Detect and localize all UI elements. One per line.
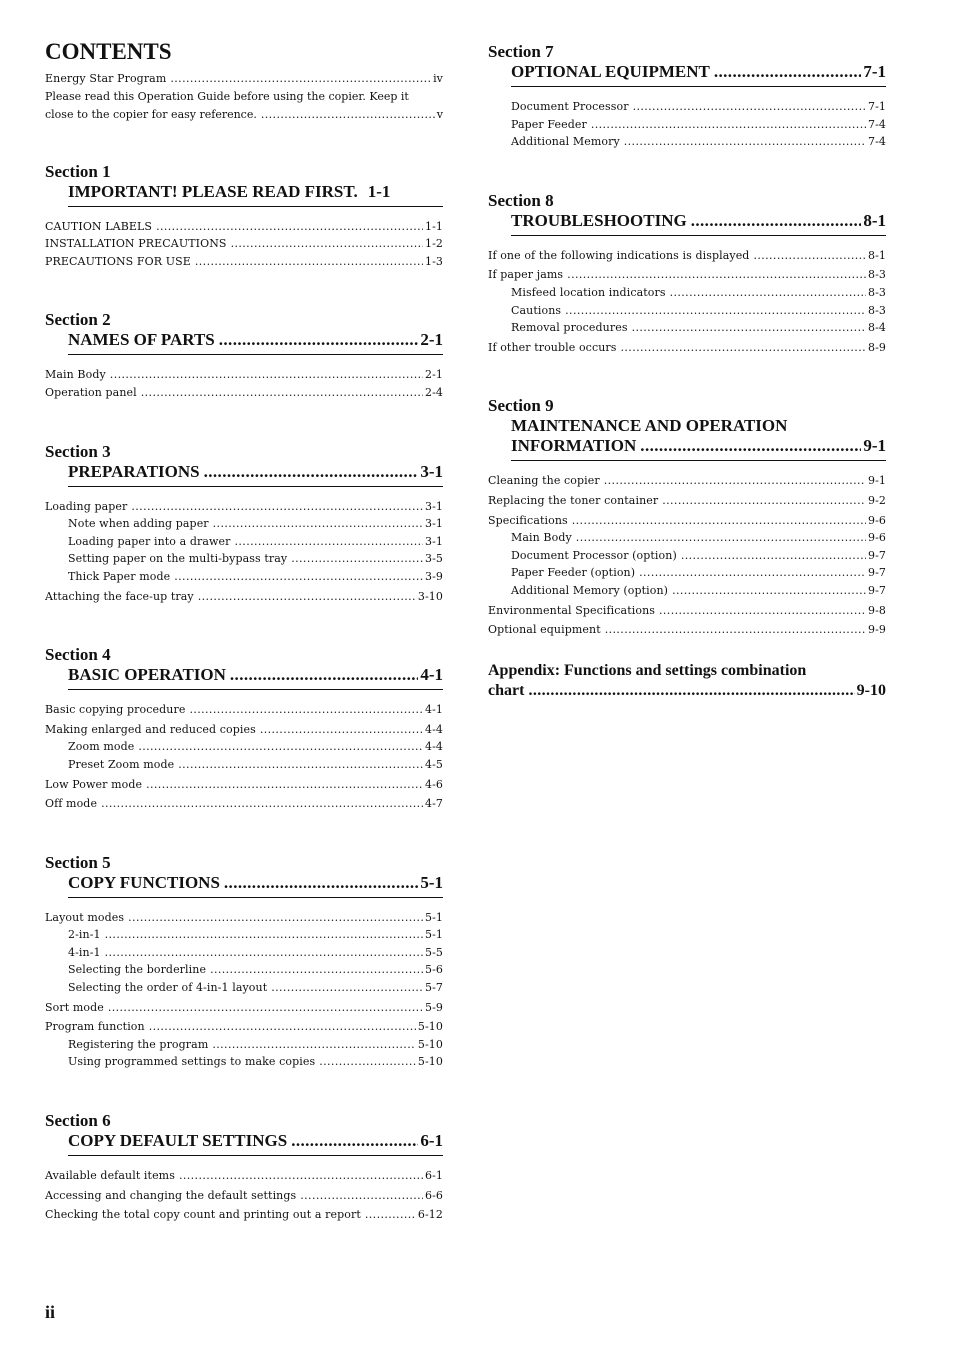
entry-title: Attaching the face-up tray (45, 589, 194, 603)
dot-leader (235, 533, 423, 551)
entry-title: INFORMATION (511, 436, 637, 456)
toc-subentry[interactable] (488, 547, 886, 565)
section-2 (45, 310, 443, 401)
entry-page-number: 9-6 (867, 531, 886, 545)
entry-page-number: 9-6 (867, 513, 886, 527)
dot-leader (271, 979, 423, 997)
toc-entry[interactable] (488, 602, 886, 620)
dot-leader (212, 1036, 416, 1054)
toc-entry[interactable] (45, 253, 443, 271)
dot-leader (210, 961, 423, 979)
entry-title: If one of the following indications is displayed (488, 248, 750, 262)
toc-entry[interactable] (45, 498, 443, 516)
toc-entry-energy-star[interactable] (45, 70, 443, 88)
entry-title: Additional Memory (511, 135, 620, 149)
dot-leader (565, 302, 866, 320)
entry-title: Optional equipment (488, 623, 601, 637)
entry-page-number: 4-6 (424, 777, 443, 791)
toc-subentry[interactable] (488, 564, 886, 582)
toc-subentry[interactable] (488, 98, 886, 116)
entry-title: If paper jams (488, 268, 564, 282)
dot-leader (174, 568, 423, 586)
section-label: Section 4 (45, 645, 111, 665)
entry-page-number: 9-10 (856, 681, 886, 699)
dot-leader (591, 116, 866, 134)
section-heading[interactable] (68, 873, 443, 898)
entry-title: Registering the program (68, 1037, 209, 1051)
entry-page-number: 9-2 (867, 493, 886, 507)
entry-page-number: 6-1 (424, 1169, 443, 1183)
entry-title: Accessing and changing the default settings (45, 1188, 297, 1202)
entry-page-number: iv (433, 72, 443, 85)
section-heading[interactable]: MAINTENANCE AND OPERATION INFORMATION ..... 9-1 (511, 416, 886, 461)
entry-page-number: 2-4 (424, 385, 443, 399)
entry-title: OPTIONAL EQUIPMENT (511, 62, 710, 81)
section-heading[interactable] (68, 1131, 443, 1156)
toc-subentry[interactable] (488, 529, 886, 547)
dot-leader (198, 588, 416, 606)
toc-subentry[interactable] (488, 302, 886, 320)
entry-title: Setting paper on the multi-bypass tray (68, 552, 288, 566)
entry-page-number: 4-4 (424, 740, 443, 754)
toc-entry[interactable] (488, 621, 886, 639)
entry-page-number: 5-1 (424, 910, 443, 924)
toc-entry[interactable] (45, 776, 443, 794)
toc-entry[interactable] (45, 218, 443, 236)
toc-right-column (488, 42, 886, 701)
dot-leader (572, 512, 866, 530)
dot-leader (195, 253, 423, 271)
dot-leader (110, 366, 423, 384)
dot-leader (219, 330, 419, 350)
dot-leader (141, 384, 423, 402)
toc-entry[interactable] (45, 909, 443, 927)
entry-page-number: 3-1 (424, 534, 443, 548)
section-heading[interactable] (68, 665, 443, 690)
dot-leader (672, 582, 866, 600)
entry-title: 4-in-1 (68, 945, 101, 959)
entry-title: 1-1 (367, 181, 391, 201)
section-9 (488, 396, 886, 638)
toc-subentry[interactable] (488, 116, 886, 134)
dot-leader (204, 462, 419, 482)
entry-page-number: 8-1 (863, 210, 886, 230)
entry-page-number: 6-12 (417, 1208, 443, 1222)
entry-page-number: 5-10 (417, 1020, 443, 1034)
dot-leader (528, 681, 854, 701)
entry-title: INSTALLATION PRECAUTIONS (45, 237, 227, 251)
entry-title: If other trouble occurs (488, 340, 617, 354)
dot-leader (691, 211, 862, 231)
dot-leader (156, 218, 423, 236)
entry-page-number: 6-6 (424, 1188, 443, 1202)
section-3 (45, 442, 443, 606)
dot-leader (128, 909, 423, 927)
toc-entry[interactable] (45, 701, 443, 719)
entry-page-number: 4-1 (420, 665, 443, 685)
dot-leader (319, 1053, 416, 1071)
dot-leader (604, 472, 866, 490)
entry-title: Loading paper into a drawer (68, 534, 231, 548)
entry-page-number: 3-1 (424, 517, 443, 531)
dot-leader (108, 999, 423, 1017)
entry-page-number: 1-2 (424, 237, 443, 251)
toc-entry[interactable] (45, 795, 443, 813)
dot-leader (170, 70, 431, 88)
dot-leader (714, 62, 861, 82)
section-label: Section 9 (488, 396, 554, 416)
entry-page-number: 3-9 (424, 569, 443, 583)
entry-title: Selecting the order of 4-in-1 layout (68, 981, 268, 995)
entry-page-number: 8-3 (867, 285, 886, 299)
toc-subentry[interactable] (45, 533, 443, 551)
section-6 (45, 1111, 443, 1224)
entry-page-number: 9-8 (867, 603, 886, 617)
dot-leader (105, 926, 423, 944)
toc-subentry[interactable] (45, 961, 443, 979)
section-8 (488, 191, 886, 357)
entry-title: Program function (45, 1020, 145, 1034)
entry-page-number: 9-1 (863, 436, 886, 456)
entry-page-number: 5-9 (424, 1000, 443, 1014)
dot-leader (753, 247, 866, 265)
entry-page-number: 5-1 (424, 928, 443, 942)
entry-page-number: 9-7 (867, 583, 886, 597)
toc-entry[interactable] (488, 492, 886, 510)
entry-title: Replacing the toner container (488, 493, 659, 507)
toc-entry[interactable] (488, 512, 886, 530)
entry-title: Environmental Specifications (488, 603, 655, 617)
entry-title: Basic copying procedure (45, 703, 186, 717)
toc-entry[interactable] (45, 1167, 443, 1185)
entry-page-number: 7-4 (867, 117, 886, 131)
entry-page-number: 9-7 (867, 566, 886, 580)
section-label: Section 8 (488, 190, 554, 210)
toc-entry[interactable] (45, 999, 443, 1017)
entry-page-number: 9-1 (867, 474, 886, 488)
entry-title: 2-in-1 (68, 928, 101, 942)
appendix-entry[interactable]: Appendix: Functions and settings combination chart ..... 9-10 (488, 661, 886, 701)
entry-page-number: 4-1 (424, 703, 443, 717)
dot-leader (101, 795, 423, 813)
entry-title: Using programmed settings to make copies (68, 1055, 316, 1069)
entry-page-number: 6-1 (420, 1131, 443, 1151)
dot-leader (659, 602, 866, 620)
entry-title: Cautions (511, 303, 562, 317)
entry-page-number: 8-4 (867, 321, 886, 335)
entry-title: PREPARATIONS (68, 461, 200, 481)
dot-leader (189, 701, 423, 719)
toc-subentry[interactable] (45, 738, 443, 756)
entry-page-number: 5-10 (417, 1037, 443, 1051)
dot-leader (633, 98, 866, 116)
section-label: Section 2 (45, 310, 111, 330)
entry-title: Paper Feeder (option) (511, 566, 636, 580)
dot-leader (605, 621, 866, 639)
dot-leader (149, 1018, 416, 1036)
entry-page-number: 1-3 (424, 254, 443, 268)
entry-title: Document Processor (option) (511, 548, 677, 562)
intro-entries (45, 70, 443, 124)
entry-title: Main Body (511, 531, 572, 545)
toc-subentry[interactable] (45, 568, 443, 586)
entry-page-number: 3-5 (424, 552, 443, 566)
dot-leader (230, 665, 418, 685)
entry-title: Preset Zoom mode (68, 757, 175, 771)
entry-page-number: 4-7 (424, 797, 443, 811)
entry-page-number: 5-6 (424, 963, 443, 977)
entry-page-number: 2-1 (420, 330, 443, 350)
toc-subentry[interactable] (45, 515, 443, 533)
entry-title: Paper Feeder (511, 117, 587, 131)
entry-title: NAMES OF PARTS (68, 330, 215, 350)
entry-page-number: 5-1 (420, 872, 443, 892)
entry-title: Checking the total copy count and printing out a report (45, 1208, 361, 1222)
entry-page-number: 1-1 (424, 219, 443, 233)
entry-page-number: 3-1 (420, 461, 443, 481)
dot-leader (300, 1187, 423, 1205)
entry-page-number: 9-7 (867, 548, 886, 562)
entry-page-number: 3-1 (424, 499, 443, 513)
section-7 (488, 42, 886, 151)
dot-leader (640, 436, 861, 456)
toc-subentry[interactable] (45, 979, 443, 997)
section-label: Section 3 (45, 441, 111, 461)
section-label: Section 5 (45, 852, 111, 872)
entry-title: BASIC OPERATION (68, 665, 226, 685)
dot-leader (639, 564, 866, 582)
section-heading[interactable] (68, 330, 443, 355)
entry-title: Available default items (45, 1169, 175, 1183)
dot-leader (146, 776, 423, 794)
dot-leader (291, 1131, 418, 1151)
section-heading[interactable] (68, 182, 443, 207)
entry-title: TROUBLESHOOTING (511, 210, 687, 230)
page-title: CONTENTS (45, 39, 172, 64)
dot-leader (681, 547, 866, 565)
entry-page-number: 9-9 (867, 623, 886, 637)
toc-entry[interactable] (45, 1018, 443, 1036)
dot-leader (213, 515, 423, 533)
entry-title: Misfeed location indicators (511, 285, 666, 299)
dot-leader (632, 319, 866, 337)
entry-title: IMPORTANT! PLEASE READ FIRST. (68, 181, 358, 201)
entry-page-number: 8-1 (867, 248, 886, 262)
dot-leader (179, 1167, 423, 1185)
entry-title: Loading paper (45, 499, 128, 513)
toc-subentry[interactable] (45, 1053, 443, 1071)
section-heading[interactable] (68, 462, 443, 487)
toc-entry[interactable] (45, 721, 443, 739)
entry-title: Cleaning the copier (488, 474, 600, 488)
section-4 (45, 645, 443, 813)
page-number: ii (45, 1302, 56, 1322)
toc-entry[interactable] (45, 1206, 443, 1224)
section-label: Section 6 (45, 1111, 111, 1131)
entry-title: PRECAUTIONS FOR USE (45, 254, 191, 268)
entry-title: Selecting the borderline (68, 963, 207, 977)
entry-title: Making enlarged and reduced copies (45, 722, 256, 736)
toc-subentry[interactable] (488, 284, 886, 302)
entry-title: Thick Paper mode (68, 569, 171, 583)
dot-leader (231, 235, 423, 253)
section-heading[interactable] (511, 211, 886, 236)
toc-entry[interactable] (488, 247, 886, 265)
toc-subentry[interactable] (45, 550, 443, 568)
entry-title: Main Body (45, 368, 106, 382)
section-5 (45, 853, 443, 1071)
entry-page-number: 8-9 (867, 340, 886, 354)
dot-leader (178, 756, 423, 774)
toc-subentry[interactable] (45, 926, 443, 944)
dot-leader (621, 339, 866, 357)
entry-page-number: 5-5 (424, 945, 443, 959)
entry-page-number: 8-3 (867, 268, 886, 282)
entry-title: Document Processor (511, 100, 629, 113)
entry-title: Layout modes (45, 910, 125, 924)
section-heading[interactable] (511, 62, 886, 87)
dot-leader (624, 133, 866, 151)
dot-leader (662, 492, 866, 510)
toc-subentry[interactable] (488, 582, 886, 600)
entry-page-number: 7-1 (867, 100, 886, 113)
section-1 (45, 162, 443, 271)
entry-page-number: 5-7 (424, 981, 443, 995)
entry-page-number: 4-4 (424, 722, 443, 736)
dot-leader (260, 721, 423, 739)
toc-left-column (45, 38, 443, 1264)
toc-entry[interactable] (488, 472, 886, 490)
section-label: Section 1 (45, 161, 111, 181)
toc-entry[interactable] (45, 235, 443, 253)
dot-leader (365, 1206, 416, 1224)
toc-subentry[interactable] (45, 944, 443, 962)
toc-subentry[interactable] (488, 133, 886, 151)
entry-title: Sort mode (45, 1000, 104, 1014)
toc-entry[interactable] (45, 384, 443, 402)
entry-title: chart (488, 681, 525, 699)
dot-leader (291, 550, 423, 568)
entry-title: Additional Memory (option) (511, 583, 669, 597)
dot-leader (131, 498, 423, 516)
toc-entry[interactable] (45, 588, 443, 606)
dot-leader (670, 284, 866, 302)
dot-leader (567, 266, 866, 284)
entry-title: Note when adding paper (68, 517, 209, 531)
toc-subentry[interactable] (45, 756, 443, 774)
dot-leader (138, 738, 423, 756)
toc-entry[interactable] (488, 266, 886, 284)
entry-page-number: 8-3 (867, 303, 886, 317)
dot-leader (105, 944, 423, 962)
toc-subentry[interactable] (45, 1036, 443, 1054)
dot-leader (224, 873, 418, 893)
entry-title: COPY DEFAULT SETTINGS (68, 1131, 288, 1151)
toc-entry-read-guide[interactable]: Please read this Operation Guide before using the copier. Keep it close to the copier for easy reference. ..... v (45, 88, 443, 124)
entry-page-number: 5-10 (417, 1055, 443, 1069)
entry-title: Operation panel (45, 385, 137, 399)
entry-title: Energy Star Program (45, 72, 167, 85)
entry-page-number: 3-10 (417, 589, 443, 603)
section-label: Section 7 (488, 42, 554, 61)
entry-page-number: 7-1 (863, 62, 886, 81)
toc-entry[interactable] (488, 339, 886, 357)
entry-page-number: 4-5 (424, 757, 443, 771)
entry-title: Off mode (45, 797, 98, 811)
entry-title: Specifications (488, 513, 568, 527)
entry-page-number: 7-4 (867, 135, 886, 149)
entry-title: Zoom mode (68, 740, 135, 754)
entry-page-number: 2-1 (424, 368, 443, 382)
toc-subentry[interactable] (488, 319, 886, 337)
dot-leader (576, 529, 866, 547)
entry-title: Low Power mode (45, 777, 143, 791)
toc-entry[interactable] (45, 1187, 443, 1205)
entry-title: CAUTION LABELS (45, 219, 153, 233)
toc-entry[interactable] (45, 366, 443, 384)
entry-title: Removal procedures (511, 321, 628, 335)
entry-title: COPY FUNCTIONS (68, 872, 220, 892)
